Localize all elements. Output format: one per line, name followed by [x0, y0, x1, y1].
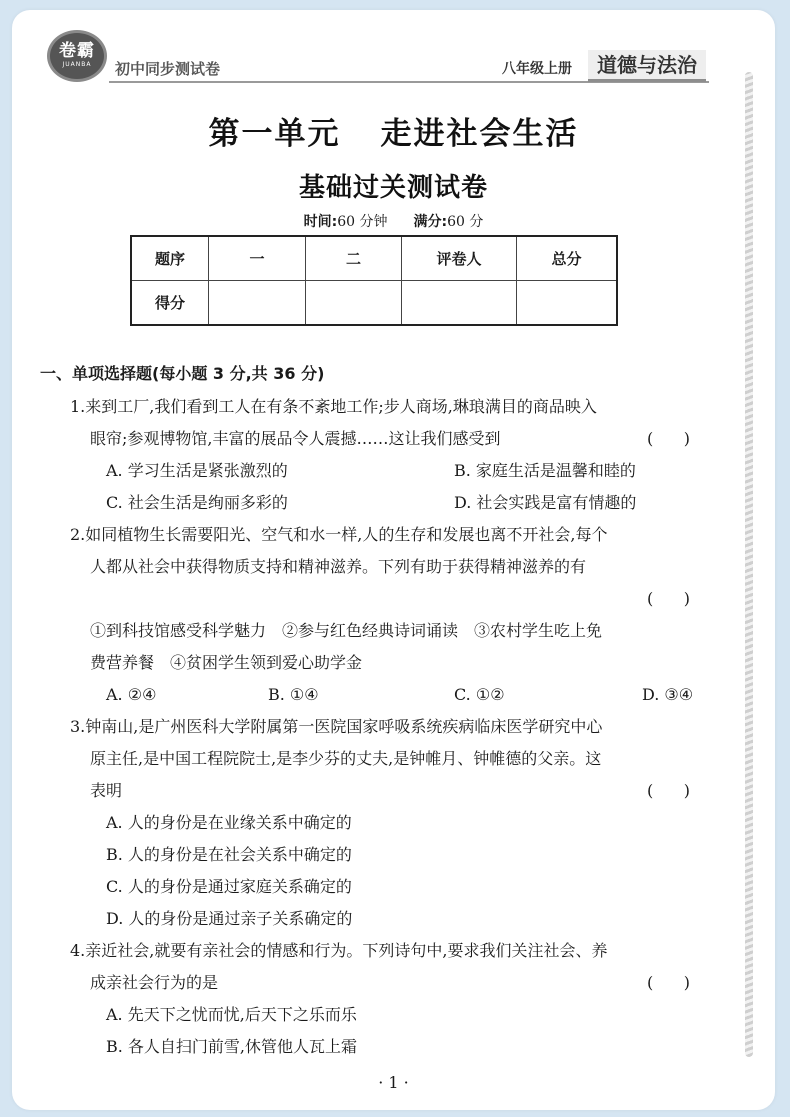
subject-badge: 道德与法治: [588, 50, 706, 82]
paper-title: 基础过关测试卷: [298, 173, 488, 203]
page-number: · 1 ·: [378, 1073, 409, 1092]
time-value: 60 分钟: [337, 214, 388, 230]
question-text: 2.如同植物生长需要阳光、空气和水一样,人的生存和发展也离不开社会,每个: [70, 525, 608, 544]
option-a: A. 人的身份是在业缘关系中确定的: [106, 813, 352, 832]
question-text: 原主任,是中国工程院院士,是李少芬的丈夫,是钟帷月、钟帷德的父亲。这: [90, 749, 602, 768]
score-cell[interactable]: [517, 281, 618, 326]
option-b: B. 各人自扫门前雪,休管他人瓦上霜: [106, 1037, 358, 1056]
grade-label: 八年级上册: [502, 61, 572, 77]
score-table: [130, 235, 618, 326]
unit-title: [12, 108, 775, 153]
table-header-cell: 总分: [517, 236, 618, 281]
exam-meta: [12, 211, 775, 231]
score-cell[interactable]: [402, 281, 517, 326]
option-a: A. 学习生活是紧张激烈的: [106, 461, 288, 480]
option-c: C. 社会生活是绚丽多彩的: [106, 493, 288, 512]
option-c: C. ①②: [454, 685, 505, 704]
score-cell[interactable]: [209, 281, 306, 326]
option-c: C. 人的身份是通过家庭关系确定的: [106, 877, 352, 896]
table-header-cell: 题序: [131, 236, 209, 281]
question-text: 人都从社会中获得物质支持和精神滋养。下列有助于获得精神滋养的有: [90, 557, 587, 576]
series-title: 初中同步测试卷: [115, 60, 221, 78]
brand-logo: [47, 30, 107, 82]
question-text: 1.来到工厂,我们看到工人在有条不紊地工作;步人商场,琳琅满目的商品映入: [70, 397, 597, 416]
score-label: 满分:: [413, 214, 448, 230]
table-header-cell: 评卷人: [402, 236, 517, 281]
page-header: [12, 10, 775, 80]
unit-number: 第一单元: [208, 116, 341, 152]
answer-blank[interactable]: ( ): [647, 589, 690, 608]
exam-page: [12, 10, 775, 1110]
answer-blank[interactable]: ( ): [647, 429, 690, 448]
statement-list: ①到科技馆感受科学魅力 ②参与红色经典诗词诵读 ③农村学生吃上免: [90, 621, 603, 640]
logo-text: 卷霸: [59, 41, 95, 61]
question-text: 表明: [90, 781, 123, 800]
question-text: 眼帘;参观博物馆,丰富的展品令人震撼……这让我们感受到: [90, 429, 501, 448]
answer-blank[interactable]: ( ): [647, 781, 690, 800]
option-b: B. ①④: [268, 685, 319, 704]
table-row: [131, 236, 617, 281]
table-row-label: 得分: [131, 281, 209, 326]
option-a: A. ②④: [106, 685, 157, 704]
option-a: A. 先天下之忧而忧,后天下之乐而乐: [106, 1005, 357, 1024]
option-d: D. ③④: [642, 685, 694, 704]
score-cell[interactable]: [306, 281, 402, 326]
question-text: 4.亲近社会,就要有亲社会的情感和行为。下列诗句中,要求我们关注社会、养: [70, 941, 608, 960]
option-d: D. 人的身份是通过亲子关系确定的: [106, 909, 353, 928]
unit-name: 走进社会生活: [380, 116, 579, 152]
statement-list: 费营养餐 ④贫困学生领到爱心助学金: [90, 653, 363, 672]
option-b: B. 家庭生活是温馨和睦的: [454, 461, 636, 480]
logo-subtext: JUANBA: [62, 61, 92, 68]
table-row: [131, 281, 617, 326]
time-label: 时间:: [303, 214, 338, 230]
question-text: 成亲社会行为的是: [90, 973, 219, 992]
section-title: 一、单项选择题(每小题 3 分,共 36 分): [40, 364, 325, 383]
table-header-cell: 二: [306, 236, 402, 281]
answer-blank[interactable]: ( ): [647, 973, 690, 992]
option-b: B. 人的身份是在社会关系中确定的: [106, 845, 352, 864]
score-value: 60 分: [447, 214, 484, 230]
question-text: 3.钟南山,是广州医科大学附属第一医院国家呼吸系统疾病临床医学研究中心: [70, 717, 603, 736]
table-header-cell: 一: [209, 236, 306, 281]
option-d: D. 社会实践是富有情趣的: [454, 493, 637, 512]
